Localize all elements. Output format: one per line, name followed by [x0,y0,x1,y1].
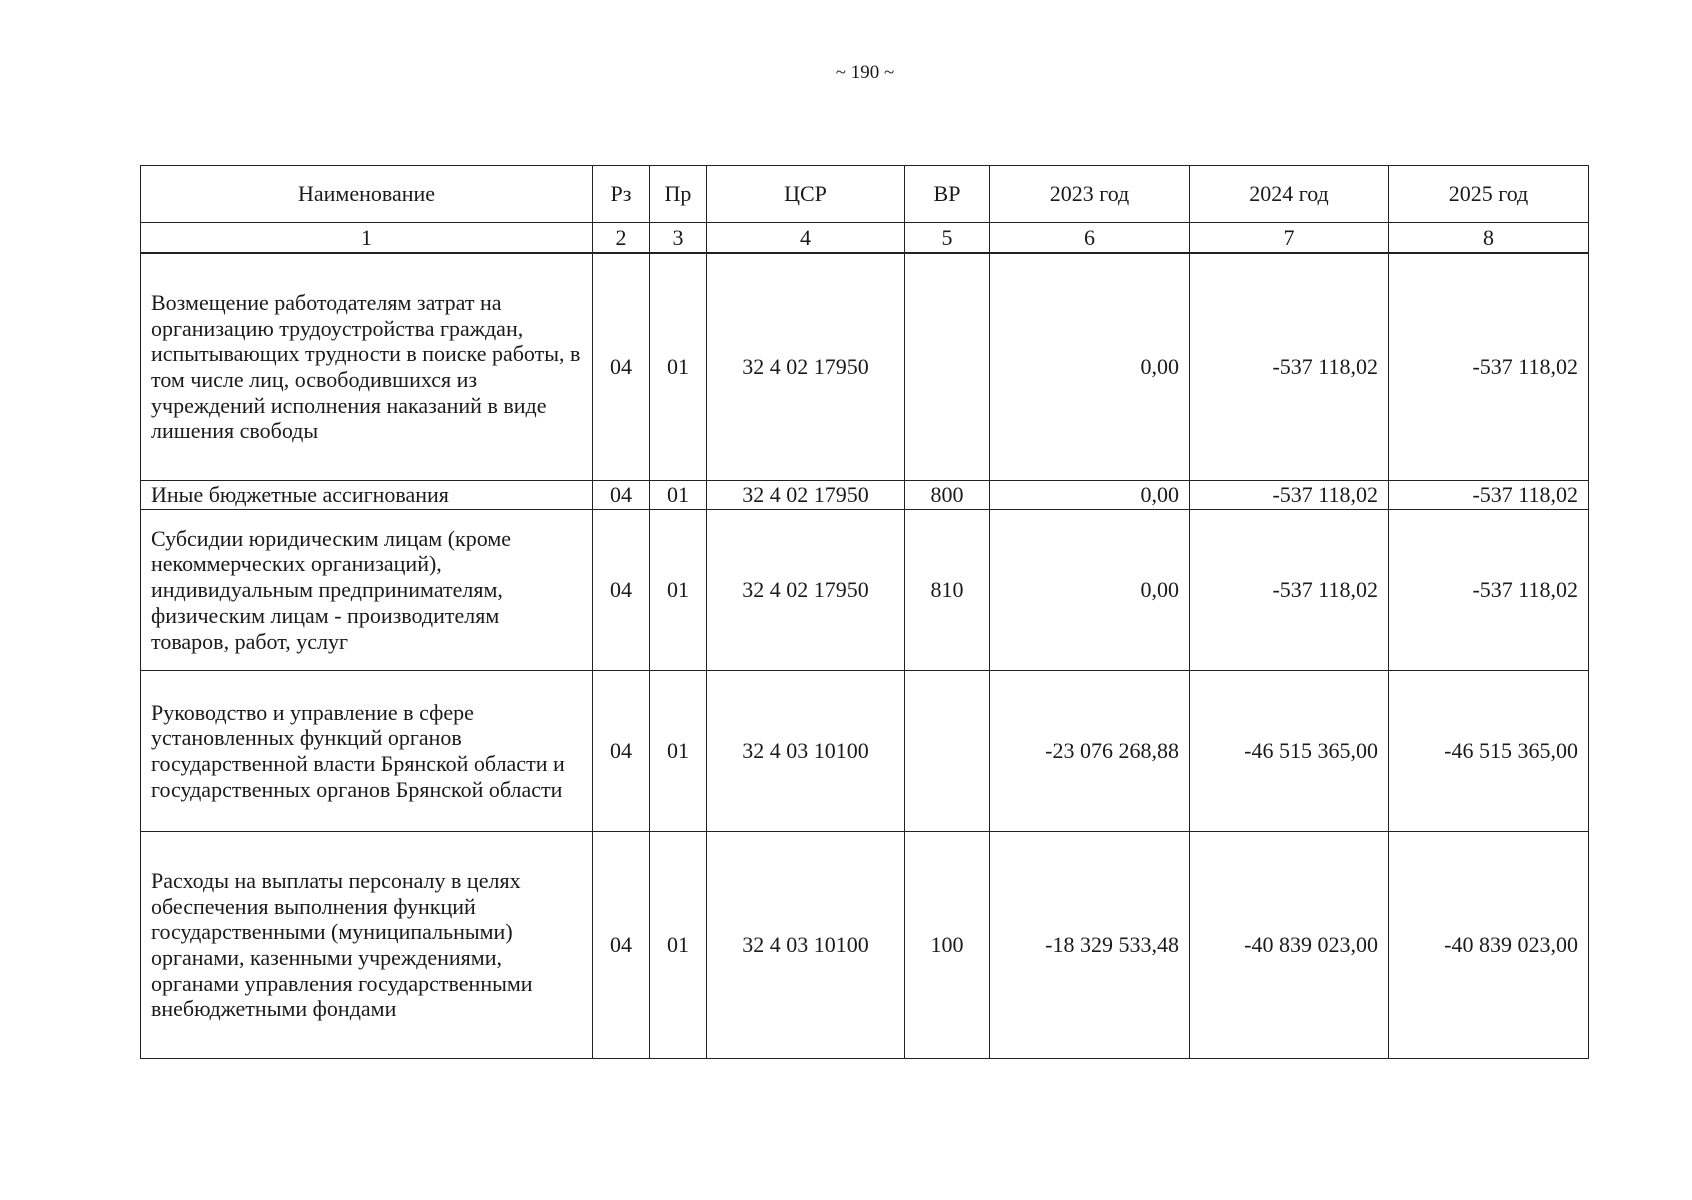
cell-2023: -23 076 268,88 [990,671,1190,832]
cell-vr: 800 [905,481,990,510]
cell-pr: 01 [650,510,707,671]
header-2024: 2024 год [1190,166,1389,223]
header-2023: 2023 год [990,166,1190,223]
cell-2024: -537 118,02 [1190,510,1389,671]
cell-pr: 01 [650,481,707,510]
table-row [141,832,1589,1059]
cell-2025: -46 515 365,00 [1389,671,1589,832]
cell-rz: 04 [593,510,650,671]
cell-2025: -537 118,02 [1389,253,1589,481]
table-row [141,510,1589,671]
cell-2024: -537 118,02 [1190,253,1389,481]
cell-vr: 100 [905,832,990,1059]
table-row [141,671,1589,832]
cell-2023: 0,00 [990,481,1190,510]
cell-vr: 810 [905,510,990,671]
header-row [141,166,1589,223]
cell-2023: 0,00 [990,510,1190,671]
cell-pr: 01 [650,671,707,832]
column-number: 6 [990,223,1190,254]
cell-pr: 01 [650,832,707,1059]
table-row [141,481,1589,510]
cell-pr: 01 [650,253,707,481]
cell-csr: 32 4 02 17950 [707,253,905,481]
header-name: Наименование [141,166,593,223]
cell-rz: 04 [593,481,650,510]
cell-csr: 32 4 02 17950 [707,510,905,671]
cell-name: Руководство и управление в сфере установленных функций органов государственной власти Брянской области и государственных органов Брянской области [141,671,593,832]
page-number: ~ 190 ~ [835,62,895,83]
cell-2023: -18 329 533,48 [990,832,1190,1059]
column-number: 3 [650,223,707,254]
cell-2025: -537 118,02 [1389,510,1589,671]
cell-2023: 0,00 [990,253,1190,481]
cell-csr: 32 4 03 10100 [707,671,905,832]
cell-rz: 04 [593,671,650,832]
cell-rz: 04 [593,832,650,1059]
column-number: 1 [141,223,593,254]
table-row [141,253,1589,481]
header-pr: Пр [650,166,707,223]
cell-2025: -40 839 023,00 [1389,832,1589,1059]
column-number: 2 [593,223,650,254]
cell-2025: -537 118,02 [1389,481,1589,510]
cell-2024: -537 118,02 [1190,481,1389,510]
header-vr: ВР [905,166,990,223]
cell-name: Возмещение работодателям затрат на организацию трудоустройства граждан, испытывающих трудности в поиске работы, в том числе лиц, освободившихся из учреждений исполнения наказаний в виде лишения свободы [141,253,593,481]
column-number: 8 [1389,223,1589,254]
cell-csr: 32 4 03 10100 [707,832,905,1059]
header-csr: ЦСР [707,166,905,223]
column-number: 5 [905,223,990,254]
cell-csr: 32 4 02 17950 [707,481,905,510]
column-number: 4 [707,223,905,254]
cell-name: Субсидии юридическим лицам (кроме некоммерческих организаций), индивидуальным предпринимателям, физическим лицам - производителям товаров, работ, услуг [141,510,593,671]
cell-vr [905,671,990,832]
cell-2024: -46 515 365,00 [1190,671,1389,832]
cell-vr [905,253,990,481]
cell-2024: -40 839 023,00 [1190,832,1389,1059]
column-number-row [141,223,1589,254]
budget-table [140,165,1589,1059]
header-2025: 2025 год [1389,166,1589,223]
header-rz: Рз [593,166,650,223]
cell-name: Иные бюджетные ассигнования [141,481,593,510]
column-number: 7 [1190,223,1389,254]
cell-rz: 04 [593,253,650,481]
cell-name: Расходы на выплаты персоналу в целях обеспечения выполнения функций государственными (муниципальными) органами, казенными учреждениями, органами управления государственными внебюджетными фондами [141,832,593,1059]
